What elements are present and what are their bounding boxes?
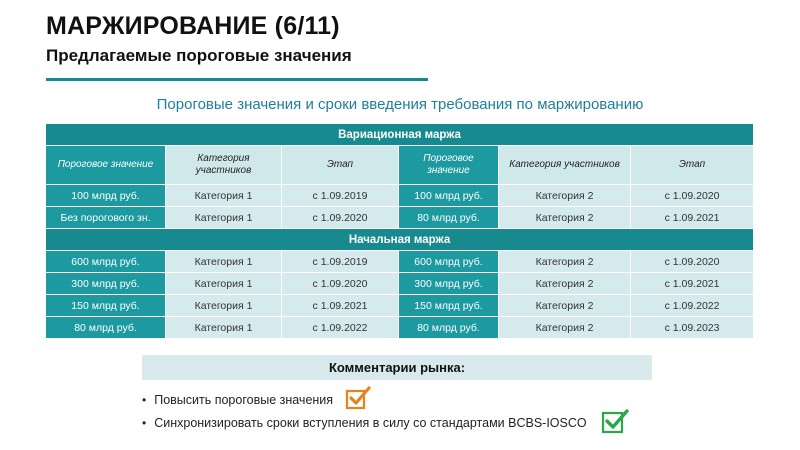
table-caption: Пороговые значения и сроки введения требования по маржированию [156, 96, 644, 113]
market-comments-header: Комментарии рынка: [142, 355, 652, 380]
comment-text: Повысить пороговые значения [154, 392, 334, 407]
table-cell: Категория 2 [499, 207, 631, 229]
table-cell: с 1.09.2019 [282, 185, 399, 207]
column-header: Этап [282, 146, 399, 185]
table-cell: Категория 1 [166, 295, 282, 317]
table-cell: 150 млрд руб. [46, 295, 166, 317]
table-cell: Категория 2 [499, 185, 631, 207]
header-row [46, 146, 754, 185]
table-cell: с 1.09.2020 [631, 251, 754, 273]
page-title: МАРЖИРОВАНИЕ (6/11) [46, 12, 340, 40]
table-cell: Категория 1 [166, 251, 282, 273]
table-cell: с 1.09.2020 [282, 273, 399, 295]
table-cell: с 1.09.2023 [631, 317, 754, 339]
table-cell: 150 млрд руб. [399, 295, 499, 317]
table-cell: с 1.09.2021 [631, 207, 754, 229]
table-cell: с 1.09.2022 [282, 317, 399, 339]
table-row [46, 207, 754, 229]
column-header: Этап [631, 146, 754, 185]
table-row [46, 317, 754, 339]
table-cell: Категория 1 [166, 185, 282, 207]
bullet-dot: • [142, 392, 147, 407]
table-cell: Категория 2 [499, 273, 631, 295]
comment-item [142, 408, 629, 437]
table-cell: Категория 1 [166, 273, 282, 295]
table-cell: Без порогового зн. [46, 207, 166, 229]
table-cell: 80 млрд руб. [399, 317, 499, 339]
table-cell: Категория 2 [499, 251, 631, 273]
table-cell: 600 млрд руб. [399, 251, 499, 273]
table-cell: 600 млрд руб. [46, 251, 166, 273]
column-header: Категория участников [166, 146, 282, 185]
table-cell: 80 млрд руб. [46, 317, 166, 339]
table-cell: с 1.09.2020 [282, 207, 399, 229]
table-cell: с 1.09.2021 [282, 295, 399, 317]
table-row [46, 273, 754, 295]
table-cell: с 1.09.2021 [631, 273, 754, 295]
checkbox-checked-green-icon [601, 408, 629, 437]
table-row [46, 251, 754, 273]
table-cell: 100 млрд руб. [46, 185, 166, 207]
margin-threshold-table [46, 124, 754, 339]
page-subtitle: Предлагаемые пороговые значения [46, 46, 352, 65]
section-row [46, 124, 754, 146]
table-cell: Категория 1 [166, 207, 282, 229]
column-header: Пороговое значение [399, 146, 499, 185]
table-cell: 80 млрд руб. [399, 207, 499, 229]
table-cell: с 1.09.2019 [282, 251, 399, 273]
section-row [46, 229, 754, 251]
table-cell: Категория 2 [499, 317, 631, 339]
table-cell: 300 млрд руб. [46, 273, 166, 295]
column-header: Пороговое значение [46, 146, 166, 185]
table-row [46, 185, 754, 207]
title-divider [46, 78, 428, 81]
bullet-dot: • [142, 415, 147, 430]
section-title: Вариационная маржа [46, 124, 754, 146]
table-cell: с 1.09.2022 [631, 295, 754, 317]
table-cell: 300 млрд руб. [399, 273, 499, 295]
table-cell: 100 млрд руб. [399, 185, 499, 207]
table-row [46, 295, 754, 317]
section-title: Начальная маржа [46, 229, 754, 251]
column-header: Категория участников [499, 146, 631, 185]
table-cell: с 1.09.2020 [631, 185, 754, 207]
table-cell: Категория 1 [166, 317, 282, 339]
comment-text: Синхронизировать сроки вступления в силу со стандартами BCBS-IOSCO [154, 415, 587, 430]
table-cell: Категория 2 [499, 295, 631, 317]
